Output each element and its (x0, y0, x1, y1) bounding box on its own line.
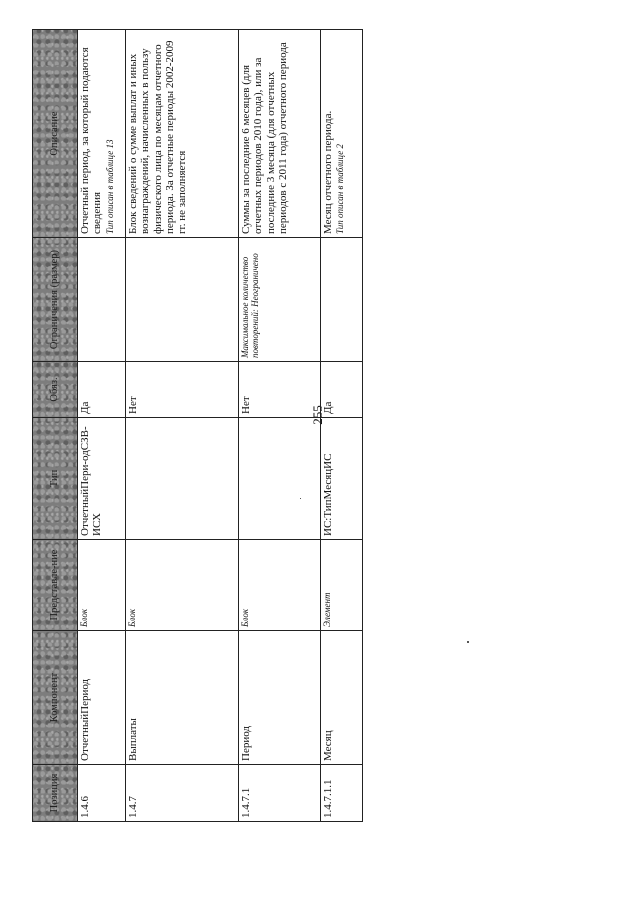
cell-representation: Элемент (321, 540, 363, 631)
cell-definition (239, 30, 321, 238)
definition-text: Отчетный период, за который подаются сведения (79, 47, 104, 234)
cell-component: Месяц (321, 631, 363, 765)
cell-definition (78, 30, 126, 238)
table-header-row (33, 30, 78, 822)
cell-required: Нет (239, 362, 321, 418)
cell-required: Да (78, 362, 126, 418)
cell-definition (126, 30, 239, 238)
definition-text: Месяц отчетного периода. (322, 110, 334, 234)
table-row (78, 30, 126, 822)
cell-required: Нет (126, 362, 239, 418)
definition-text: Блок сведений о сумме выплат и иных вознаграждений, начисленных в пользу физического лица по месяцам отчетного периода. За отчетные периоды 2002-2009 гг. не заполняется (127, 40, 189, 234)
cell-component: ОтчетныйПериод (78, 631, 126, 765)
cell-position: 1.4.6 (78, 765, 126, 822)
header-definition: Описание (33, 30, 78, 238)
header-position: Позиция (33, 765, 78, 822)
table-row (321, 30, 363, 822)
cell-constraints (78, 238, 126, 362)
cell-constraints: Максимальное количество повторений: Неограничено (239, 238, 321, 362)
definition-text: Суммы за последние 6 месяцев (для отчетных периодов 2010 года), или за последние 3 месяца (для отчетных периодов с 2011 года) отчетного периода (240, 42, 289, 234)
cell-required: Да (321, 362, 363, 418)
cell-representation: Блок (239, 540, 321, 631)
cell-position: 1.4.7.1 (239, 765, 321, 822)
cell-position: 1.4.7 (126, 765, 239, 822)
header-required: Обяз. (33, 362, 78, 418)
cell-representation: Блок (78, 540, 126, 631)
cell-constraints (126, 238, 239, 362)
cell-component: Период (239, 631, 321, 765)
definition-note: Тип описан в таблице 13 (104, 139, 115, 234)
cell-type (126, 418, 239, 540)
table-row (126, 30, 239, 822)
header-representation: Представле-ние (33, 540, 78, 631)
cell-constraints (321, 238, 363, 362)
cell-definition (321, 30, 363, 238)
page-number: 255 (310, 405, 325, 425)
cell-type: ОтчетныйПери-одСЗВ-ИСХ (78, 418, 126, 540)
cell-component: Выплаты (126, 631, 239, 765)
table (32, 29, 363, 822)
cell-position: 1.4.7.1.1 (321, 765, 363, 822)
table-frame (32, 30, 359, 822)
cell-representation: Блок (126, 540, 239, 631)
cell-type (239, 418, 321, 540)
scan-speck (467, 641, 469, 643)
header-component: Компонент (33, 631, 78, 765)
cell-type: ИС:ТипМесяцИС (321, 418, 363, 540)
table-row (239, 30, 321, 822)
header-constraints: Ограничения (размер) (33, 238, 78, 362)
header-type: Тип (33, 418, 78, 540)
definition-note: Тип описан в таблице 2 (335, 144, 346, 234)
